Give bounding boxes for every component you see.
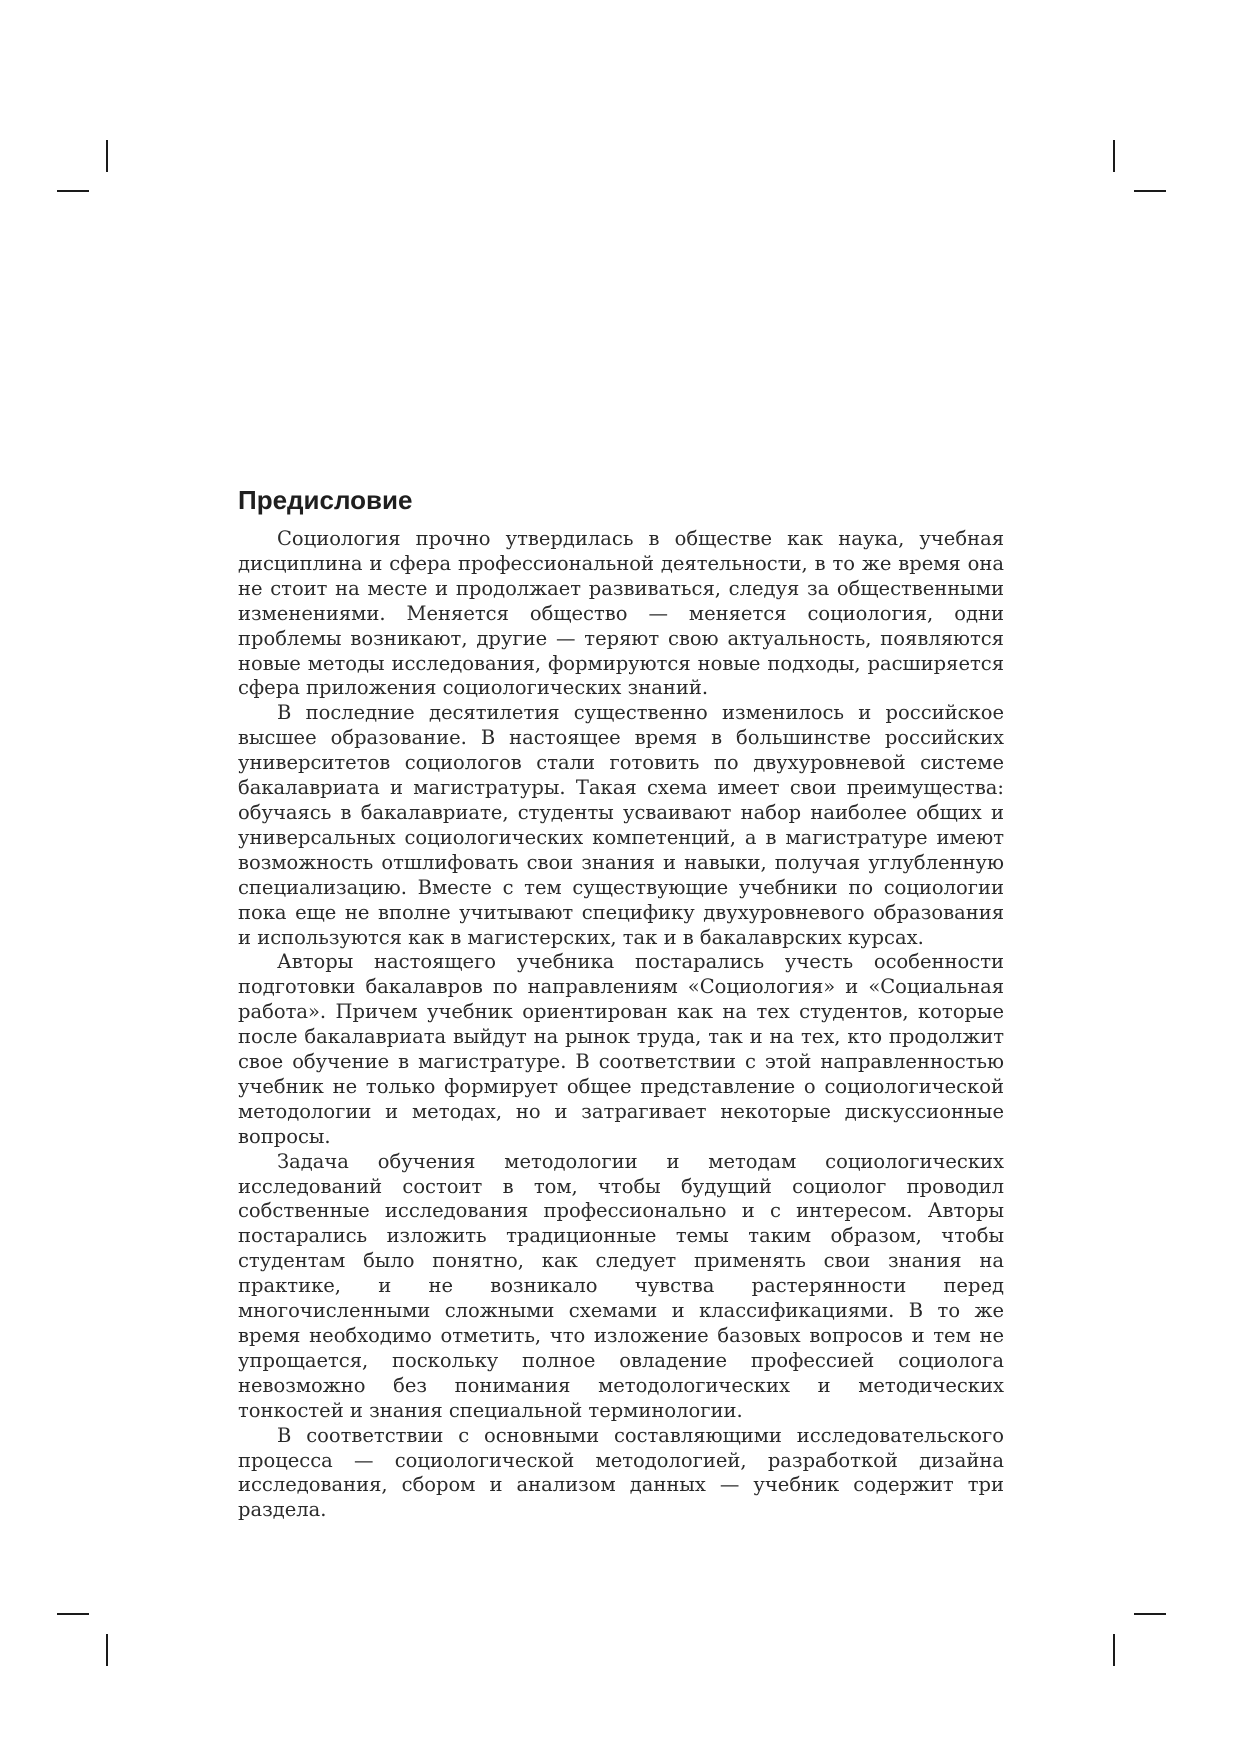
crop-mark-bottom-right-horizontal [1134, 1613, 1166, 1615]
crop-mark-top-right-vertical [1113, 140, 1115, 172]
page-body [238, 485, 1004, 1523]
paragraph-2: В последние десятилетия существенно изменилось и российское высшее образование. В настоящее время в большинстве российских университетов социологов стали готовить по двухуровневой системе бакалавриата и магистратуры. Такая схема имеет свои преимущества: обучаясь в бакалавриате, студенты усваивают набор наиболее общих и универсальных социологических компетенций, а в магистратуре имеют возможность отшлифовать свои знания и навыки, получая углубленную специализацию. Вместе с тем существующие учебники по социологии пока еще не вполне учитывают специфику двухуровневого образования и используются как в магистерских, так и в бакалаврских курсах. [238, 701, 1004, 949]
page-title: Предисловие [238, 485, 413, 515]
crop-mark-top-left-horizontal [57, 190, 89, 192]
crop-mark-bottom-right-vertical [1113, 1634, 1115, 1666]
crop-mark-bottom-left-horizontal [57, 1613, 89, 1615]
paragraph-1: Социология прочно утвердилась в обществе как наука, учебная дисциплина и сфера профессиональной деятельности, в то же время она не стоит на месте и продолжает развиваться, следуя за общественными изменениями. Меняется общество — меняется социология, одни проблемы возникают, другие — теряют свою актуальность, появляются новые методы исследования, формируются новые подходы, расширяется сфера приложения социологических знаний. [238, 527, 1004, 700]
paragraph-4: Задача обучения методологии и методам социологических исследований состоит в том, чтобы будущий социолог проводил собственные исследования профессионально и с интересом. Авторы постарались изложить традиционные темы таким образом, чтобы студентам было понятно, как следует применять свои знания на практике, и не возникало чувства растерянности перед многочисленными сложными схемами и классификациями. В то же время необходимо отметить, что изложение базовых вопросов и тем не упрощается, поскольку полное овладение профессией социолога невозможно без понимания методологических и методических тонкостей и знания специальной терминологии. [238, 1149, 1004, 1422]
crop-mark-bottom-left-vertical [106, 1634, 108, 1666]
crop-mark-top-right-horizontal [1134, 190, 1166, 192]
crop-mark-top-left-vertical [106, 140, 108, 172]
paragraph-3: Авторы настоящего учебника постарались учесть особенности подготовки бакалавров по направлениям «Социология» и «Социальная работа». Причем учебник ориентирован как на тех студентов, которые после бакалавриата выйдут на рынок труда, так и на тех, кто продолжит свое обучение в магистратуре. В соответствии с этой направленностью учебник не только формирует общее представление о социологической методологии и методах, но и затрагивает некоторые дискуссионные вопросы. [238, 950, 1004, 1148]
paragraph-5: В соответствии с основными составляющими исследовательского процесса — социологической методологией, разработкой дизайна исследования, сбором и анализом данных — учебник содержит три раздела. [238, 1423, 1004, 1522]
